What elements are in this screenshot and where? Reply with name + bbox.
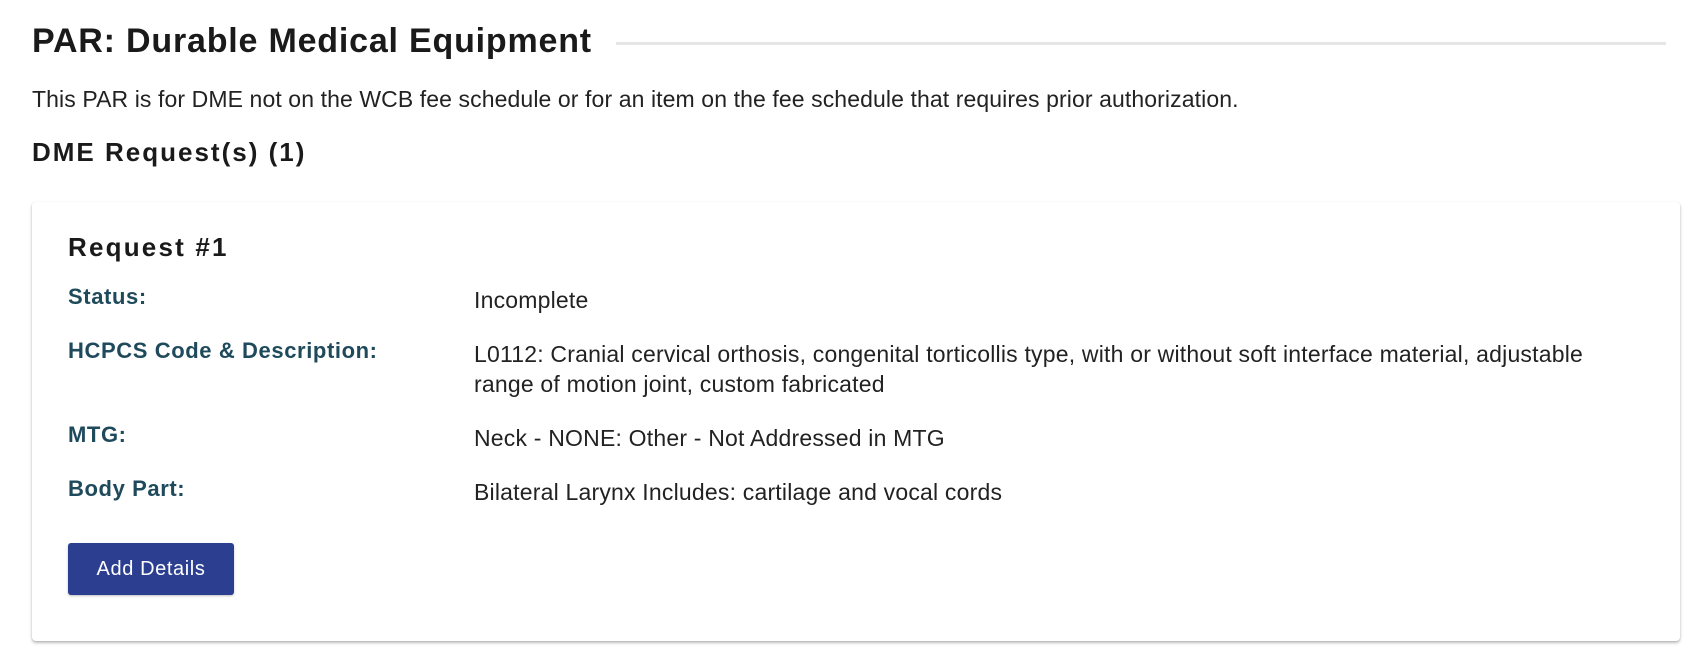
hcpcs-label: HCPCS Code & Description: [68,338,378,363]
request-title: Request #1 [68,232,229,262]
detail-row-body-part [68,475,1644,507]
title-divider [616,42,1666,45]
request-card [32,202,1680,641]
body-part-label: Body Part: [68,476,186,501]
add-details-button[interactable]: Add Details [68,543,234,595]
page-title: PAR: Durable Medical Equipment [32,21,592,60]
request-details [68,283,1644,507]
hcpcs-value: L0112: Cranial cervical orthosis, congenital torticollis type, with or without soft interface material, adjustable range of motion joint, custom fabricated [474,341,1584,397]
mtg-value: Neck - NONE: Other - Not Addressed in MTG [474,425,945,451]
status-label: Status: [68,284,147,309]
page-header [32,18,1674,64]
page-description: This PAR is for DME not on the WCB fee schedule or for an item on the fee schedule that requires prior authorization. [32,86,1239,112]
status-value: Incomplete [474,287,589,313]
body-part-value: Bilateral Larynx Includes: cartilage and vocal cords [474,479,1003,505]
detail-row-status [68,283,1644,315]
section-title: DME Request(s) (1) [32,137,307,167]
mtg-label: MTG: [68,422,127,447]
detail-row-hcpcs [68,337,1644,399]
detail-row-mtg [68,421,1644,453]
